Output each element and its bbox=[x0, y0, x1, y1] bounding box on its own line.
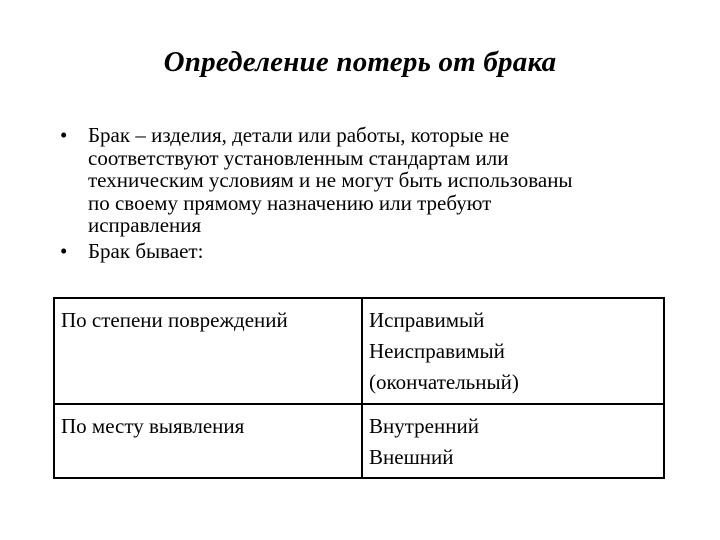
bullet-text-line: техническим условиям и не могут быть использованы bbox=[88, 168, 573, 192]
table-row bbox=[54, 404, 664, 478]
bullet-item-types bbox=[60, 240, 680, 263]
bullet-text-line: соответствуют установленным стандартам или bbox=[88, 145, 509, 170]
table-row bbox=[54, 298, 664, 404]
bullet-icon: • bbox=[60, 238, 68, 263]
value-label: Неисправимый bbox=[369, 339, 505, 363]
value-label: Внешний bbox=[369, 445, 454, 469]
table-cell-category bbox=[54, 298, 362, 404]
bullet-item-definition bbox=[60, 124, 680, 237]
value-label: Внутренний bbox=[369, 414, 479, 438]
bullet-text-line: исправления bbox=[88, 213, 202, 237]
slide-title: Определение потерь от брака bbox=[163, 46, 557, 78]
category-label: По степени повреждений bbox=[61, 308, 288, 332]
bullet-list bbox=[60, 124, 680, 265]
category-label: По месту выявления bbox=[61, 414, 245, 438]
table-cell-values bbox=[362, 404, 664, 478]
table-cell-values bbox=[362, 298, 664, 404]
defect-types-table bbox=[53, 297, 665, 479]
table-cell-category bbox=[54, 404, 362, 478]
bullet-text-line: Брак бывает: bbox=[88, 238, 204, 263]
bullet-icon: • bbox=[60, 123, 68, 147]
value-label: Исправимый bbox=[369, 308, 485, 332]
bullet-text-line: Брак – изделия, детали или работы, которые не bbox=[88, 123, 510, 147]
bullet-text-line: по своему прямому назначению или требуют bbox=[88, 190, 492, 215]
value-label: (окончательный) bbox=[369, 370, 519, 394]
